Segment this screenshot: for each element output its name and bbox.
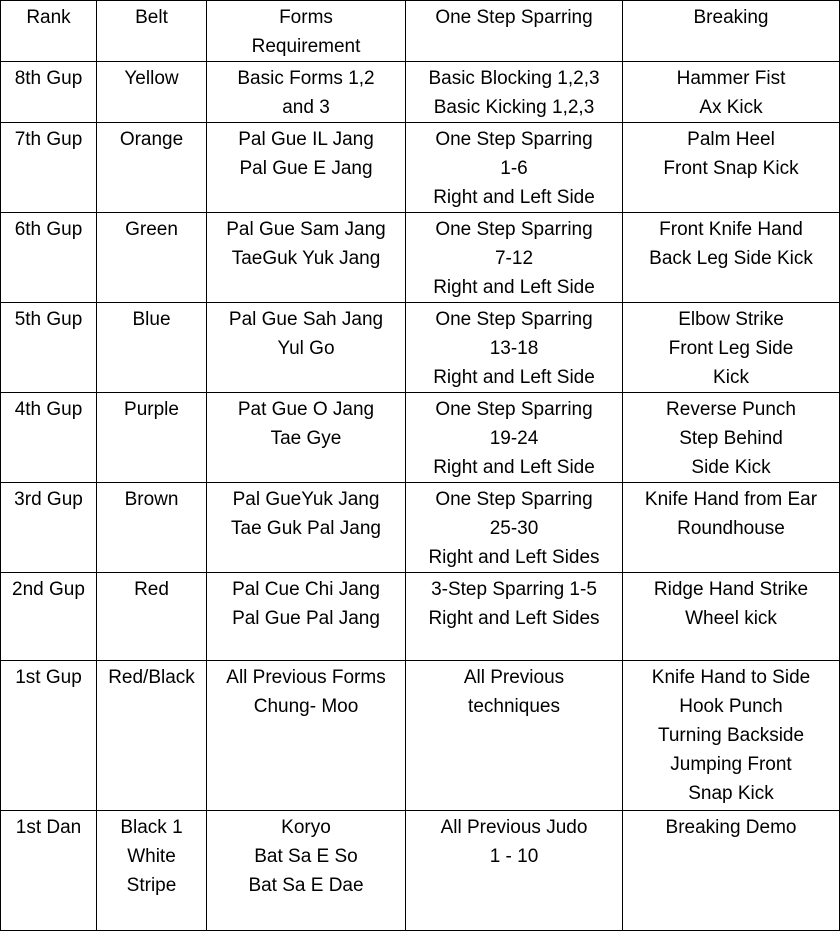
rank-text: 3rd Gup — [14, 489, 83, 510]
header-forms-label: Forms Requirement — [251, 7, 361, 57]
table-row — [1, 483, 840, 573]
breaking-text: Roundhouse — [677, 518, 785, 539]
belt-cell — [97, 393, 207, 483]
sparring-text: Basic Blocking 1,2,3 — [428, 68, 600, 89]
belt-text: Purple — [124, 399, 179, 420]
header-rank — [1, 1, 97, 62]
sparring-text: Basic Kicking 1,2,3 — [433, 97, 595, 118]
breaking-cell — [623, 62, 840, 123]
belt-cell — [97, 811, 207, 931]
sparring-text: One Step Sparring — [435, 309, 593, 330]
breaking-text: Knife Hand from Ear — [644, 489, 818, 510]
table-row — [1, 213, 840, 303]
breaking-text: Hook Punch — [679, 696, 783, 717]
forms-text: Chung- Moo — [253, 696, 359, 717]
belt-text: Yellow — [124, 68, 179, 89]
belt-text: White — [127, 846, 176, 867]
sparring-cell — [406, 62, 623, 123]
belt-text: Orange — [119, 129, 184, 150]
forms-text: Tae Gye — [270, 428, 342, 449]
forms-cell — [207, 661, 406, 811]
breaking-cell — [623, 661, 840, 811]
sparring-text: One Step Sparring — [435, 399, 593, 420]
forms-text: Tae Guk Pal Jang — [231, 518, 381, 539]
header-row — [1, 1, 840, 62]
breaking-cell — [623, 213, 840, 303]
rank-cell — [1, 393, 97, 483]
sparring-cell — [406, 303, 623, 393]
table-row — [1, 123, 840, 213]
breaking-text: Turning Backside — [657, 725, 805, 746]
breaking-text: Kick — [713, 367, 749, 388]
table-row — [1, 303, 840, 393]
breaking-text: Front Knife Hand — [659, 219, 803, 240]
rank-text: 5th Gup — [14, 309, 83, 330]
table-row — [1, 661, 840, 811]
table-row — [1, 811, 840, 931]
sparring-text: Right and Left Side — [433, 187, 595, 208]
sparring-text: Right and Left Sides — [428, 547, 600, 568]
breaking-text: Front Snap Kick — [663, 158, 799, 179]
sparring-cell — [406, 661, 623, 811]
belt-text: Red/Black — [108, 667, 195, 688]
rank-text: 7th Gup — [14, 129, 83, 150]
breaking-text: Breaking Demo — [665, 817, 797, 838]
forms-cell — [207, 393, 406, 483]
belt-text: Red — [134, 579, 169, 600]
rank-text: 8th Gup — [14, 68, 83, 89]
header-breaking-label: Breaking — [693, 7, 769, 28]
header-rank-label: Rank — [26, 7, 71, 28]
header-belt — [97, 1, 207, 62]
forms-text: Pal Gue Sah Jang — [228, 309, 384, 330]
breaking-text: Snap Kick — [688, 783, 774, 804]
belt-text: Brown — [124, 489, 179, 510]
header-breaking — [623, 1, 840, 62]
forms-cell — [207, 483, 406, 573]
sparring-cell — [406, 573, 623, 661]
header-sparring-label: One Step Sparring — [435, 7, 593, 28]
forms-cell — [207, 811, 406, 931]
sparring-text: techniques — [468, 696, 560, 717]
rank-text: 2nd Gup — [12, 579, 85, 600]
breaking-text: Side Kick — [691, 457, 771, 478]
breaking-text: Ax Kick — [699, 97, 763, 118]
sparring-cell — [406, 811, 623, 931]
header-belt-label: Belt — [135, 7, 168, 28]
belt-text: Stripe — [126, 875, 177, 896]
forms-text: Pal Gue IL Jang — [238, 129, 374, 150]
header-sparring — [406, 1, 623, 62]
forms-cell — [207, 303, 406, 393]
breaking-cell — [623, 573, 840, 661]
table-row — [1, 573, 840, 661]
belt-cell — [97, 483, 207, 573]
sparring-text: One Step Sparring — [435, 129, 593, 150]
forms-cell — [207, 213, 406, 303]
sparring-text: One Step Sparring — [435, 489, 593, 510]
rank-text: 1st Gup — [15, 667, 82, 688]
breaking-text: Step Behind — [679, 428, 783, 449]
sparring-cell — [406, 393, 623, 483]
rank-cell — [1, 213, 97, 303]
sparring-text: 1-6 — [500, 158, 528, 179]
rank-cell — [1, 573, 97, 661]
forms-text: Koryo — [281, 817, 331, 838]
sparring-text: 13-18 — [489, 338, 539, 359]
sparring-text: 25-30 — [489, 518, 539, 539]
belt-cell — [97, 213, 207, 303]
breaking-text: Wheel kick — [685, 608, 777, 629]
sparring-text: Right and Left Side — [433, 277, 595, 298]
sparring-text: All Previous Judo — [440, 817, 588, 838]
breaking-text: Knife Hand to Side — [651, 667, 811, 688]
forms-cell — [207, 62, 406, 123]
rank-cell — [1, 661, 97, 811]
belt-cell — [97, 123, 207, 213]
sparring-cell — [406, 123, 623, 213]
rank-cell — [1, 303, 97, 393]
forms-text: Basic Forms 1,2 — [237, 68, 375, 89]
rank-text: 1st Dan — [15, 817, 82, 838]
breaking-text: Hammer Fist — [676, 68, 786, 89]
rank-cell — [1, 483, 97, 573]
rank-cell — [1, 123, 97, 213]
forms-text: Pat Gue O Jang — [237, 399, 375, 420]
breaking-text: Palm Heel — [687, 129, 775, 150]
forms-cell — [207, 573, 406, 661]
belt-cell — [97, 303, 207, 393]
breaking-cell — [623, 303, 840, 393]
rank-text: 4th Gup — [14, 399, 83, 420]
forms-text: TaeGuk Yuk Jang — [231, 248, 381, 269]
rank-text: 6th Gup — [14, 219, 83, 240]
breaking-text: Back Leg Side Kick — [649, 248, 813, 269]
table-body — [1, 1, 840, 931]
breaking-text: Jumping Front — [670, 754, 792, 775]
breaking-cell — [623, 393, 840, 483]
table-row — [1, 393, 840, 483]
belt-cell — [97, 661, 207, 811]
header-forms — [207, 1, 406, 62]
belt-cell — [97, 62, 207, 123]
belt-text: Green — [125, 219, 178, 240]
breaking-text: Elbow Strike — [678, 309, 784, 330]
forms-text: Pal GueYuk Jang — [232, 489, 380, 510]
sparring-text: 3-Step Sparring 1-5 — [431, 579, 597, 600]
belt-text: Blue — [132, 309, 171, 330]
breaking-cell — [623, 811, 840, 931]
forms-text: Bat Sa E Dae — [248, 875, 364, 896]
sparring-text: Right and Left Side — [433, 457, 595, 478]
sparring-text: One Step Sparring — [435, 219, 593, 240]
belt-cell — [97, 573, 207, 661]
forms-text: All Previous Forms — [226, 667, 386, 688]
table-row — [1, 62, 840, 123]
sparring-text: 1 - 10 — [489, 846, 539, 867]
sparring-cell — [406, 213, 623, 303]
forms-text: Pal Gue Pal Jang — [232, 608, 380, 629]
breaking-text: Ridge Hand Strike — [653, 579, 809, 600]
sparring-text: Right and Left Side — [433, 367, 595, 388]
rank-cell — [1, 62, 97, 123]
forms-text: Yul Go — [277, 338, 335, 359]
rank-cell — [1, 811, 97, 931]
breaking-cell — [623, 123, 840, 213]
forms-text: Pal Gue Sam Jang — [226, 219, 386, 240]
forms-cell — [207, 123, 406, 213]
sparring-text: Right and Left Sides — [428, 608, 600, 629]
sparring-cell — [406, 483, 623, 573]
forms-text: Bat Sa E So — [254, 846, 358, 867]
sparring-text: All Previous — [463, 667, 565, 688]
sparring-text: 19-24 — [489, 428, 539, 449]
breaking-text: Front Leg Side — [668, 338, 794, 359]
breaking-cell — [623, 483, 840, 573]
forms-text: Pal Gue E Jang — [239, 158, 373, 179]
forms-text: and 3 — [282, 97, 330, 118]
breaking-text: Reverse Punch — [666, 399, 796, 420]
forms-text: Pal Cue Chi Jang — [232, 579, 380, 600]
sparring-text: 7-12 — [494, 248, 534, 269]
belt-text: Black 1 — [120, 817, 183, 838]
